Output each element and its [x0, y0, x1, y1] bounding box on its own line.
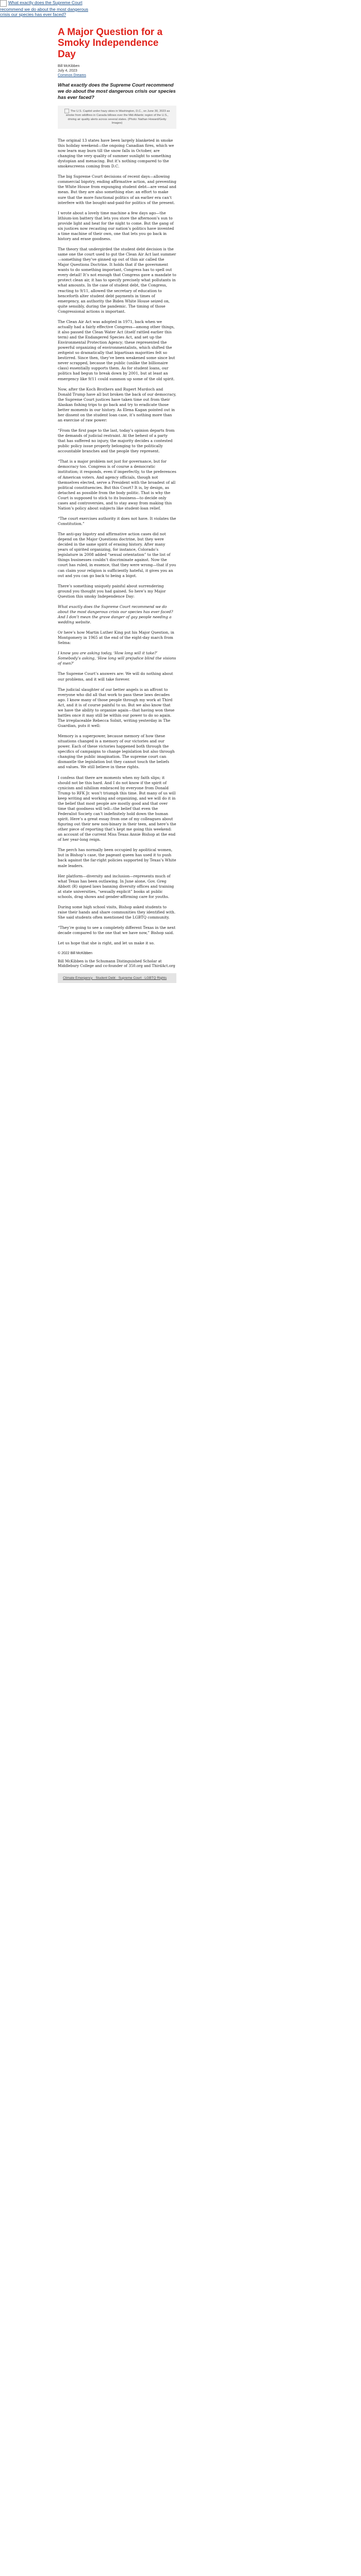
author: Bill McKibben [58, 64, 80, 68]
paragraph: The theory that undergirded the student debt decision is the same one the court used to gut the Clean Air Act last summer—something they’ve ginned up out of thin air called the Major Questions Doctrine. It holds that if the government wants to do something important, Congress has to spell out every detail! It’s not enough that Congress gave a mandate to protect clean air, it has to specify precisely what pollutants in what amounts. In the case of student debt, the Congress, reacting to 9/11, allowed the secretary of education to henceforth alter student debt payments in times of emergency, an authority the Biden White House seized on, quite sensibly, during the pandemic. The timing of those Congressional actions is important. [58, 247, 176, 314]
paragraph: I wrote about a lovely time machine a few days ago—the lithium-ion battery that lets you store the afternoon’s sun to provide light and heat for the night to come. But the gang of six justices now recasting our nation’s politics have invented a time machine of their own, one that lets you go back in history and erase goodness. [58, 210, 174, 241]
paragraph: Her platform—diversity and inclusion—represents much of what Texas has been outlawing. In June alone, Gov. Greg Abbott (R) signed laws banning diversity offices and training at state universities, “sexually explicit” books at public schools, drag shows and gender-affirming care for youths. [58, 873, 174, 899]
header-image-alt[interactable]: What exactly does the Supreme Court recommend we do about the most dangerous crisis our species has ever faced? [0, 0, 89, 17]
paragraph: The big Supreme Court decisions of recent days—allowing commercial bigotry, ending affirmative action, and preventing the White House from expunging student debt—are venal and mean. But they are also something else: an effort to make sure that the more functional politics of an earlier era can’t interfere with the bought-and-paid-for politics of the present. [58, 174, 176, 205]
source-link[interactable]: Common Dreams [58, 73, 86, 77]
figure [58, 106, 176, 129]
date: July 4, 2023 [58, 69, 77, 73]
paragraph: Or here’s how Martin Luther King put his Major Question, in Montgomery in 1965 at the end of the eight-day march from Selma: [58, 630, 174, 646]
paragraph: The Clean Air Act was adopted in 1971, back when we actually had a fairly effective Congress—among other things, it also passed the Clean Water Act (itself rattled earlier this term) and the Endangered Species Act, and set up the Environmental Protection Agency; these represented the powerful organizing of environmentalists, which shifted the zeitgeist so dramatically that bipartisan majorities felt so bestirred. Since then, they’ve been weakened some since but never scrapped, because the public (unlike the billionaire class) essentially supports them. As for student loans, our politics had begun to break down by 2001, but at least an emergency like 9/11 could summon up some of the old spirit. [58, 319, 175, 381]
byline [58, 64, 176, 78]
paragraph: Memory is a superpower, because memory of how these situations changed is a memory of our victories and our power. Each of these victories happened both through the specifics of campaigns to change legislation but also through changing the public imagination. The supreme court can dismantle the legislation but they cannot touch the beliefs and values. We still believe in these rights. [58, 734, 175, 770]
tags [58, 973, 176, 983]
paragraph: “From the first page to the last, today’s opinion departs from the demands of judicial restraint. At the behest of a party that has suffered no injury, the majority decides a contested public policy issue properly belonging to the politically accountable branches and the people they represent. [58, 428, 175, 454]
article-title[interactable]: A Major Question for a Smoky Independence Day [58, 27, 163, 60]
paragraph: There’s something uniquely painful about surrendering ground you thought you had gained. So here’s my Major Question this smoky Independence Day: [58, 583, 166, 599]
broken-image-icon [0, 0, 7, 7]
paragraph: The original 13 states have been largely blanketed in smoke this holiday weekend—the ongoing Canadian fires, which we now learn may burn till the snow falls in October, are changing the very quality of summer sunlight to something dystopian and menacing. But it’s nothing compared to the smokescreens coming from D.C. [58, 138, 174, 169]
paragraph: “They’re going to see a completely different Texas in the next decade compared to the one that we have now,” Bishop said. [58, 925, 176, 936]
image-icon [64, 109, 69, 113]
copyright: © 2022 Bill McKibben [58, 952, 93, 956]
paragraph: The Supreme Court’s answers are: We will do nothing about our problems, and it will take forever. [58, 671, 173, 682]
paragraph: The anti-gay bigotry and affirmative action cases did not depend on the Major Questions doctrine, but they were decided in the same spirit of erasing history. After many years of spirited organizing, for instance, Colorado’s legislature in 2008 added “sexual orientation” to the list of things businesses couldn’t discriminate against. Now the court has ruled, in essence, that they were wrong—that if you can claim your religion is sufficiently hateful, it gives you an out and you can go back to being a bigot. [58, 532, 176, 578]
paragraph: During some high school visits, Bishop asked students to raise their hands and share communities they identified with. She said students often mentioned the LGBTQ community. [58, 904, 176, 920]
paragraph: What exactly does the Supreme Court recommend we do about the most dangerous crisis our species has ever faced? And I don’t mean the grave danger of gay people needing a wedding website. [58, 604, 173, 625]
author-bio: Bill McKibben is the Schumann Distinguished Scholar at Middlebury College and co-founder of 350.org and ThirdAct.org [58, 959, 175, 969]
paragraph: Now, after the Koch Brothers and Rupert Murdoch and Donald Trump have all but broken the back of our democracy, the Supreme Court justices have taken time out from their Alaskan fishing trips to go back and try to eradicate those better moments in our history. As Elena Kagan pointed out in her dissent on the student loan case, it’s nothing more than an exercise of raw power: [58, 386, 176, 422]
paragraph: The perch has normally been occupied by apolitical women, but in Bishop’s case, the pageant queen has used it to push back against the far-right policies supported by Texas’s White male leaders. [58, 848, 176, 868]
paragraph: I confess that there are moments when my faith slips; it should not be this hard. And I do not know if the spirit of cynicism and nihilism embraced by everyone from Donald Trump to RFK Jr. won’t triumph this time. But many of us will keep writing and working and organizing, and we will do it in the belief that most people are mostly good and that over time that goodness will tell—the belief that even the Federalist Society can’t indefinitely hold down the human spirit. Here’s a great essay from one of my colleagues about figuring out their new non-binary in their teen, and here’s the other piece of reporting that’s kept me going this weekend: an account of the current Miss Texas Annie Bishop at the end of her year-long reign. [58, 775, 176, 842]
article-dek: What exactly does the Supreme Court recommend we do about the most dangerous crisis our species has ever faced? [58, 82, 176, 100]
tag-links[interactable]: Climate Emergency · Student Debt · Supreme Court · LGBTQ Rights [63, 976, 167, 980]
paragraph: “That is a major problem not just for governance, but for democracy too. Congress is of course a democratic institution; it responds, even if imperfectly, to the preferences of American voters. And agency officials, though not themselves elected, serve a President with the broadest of all political constituencies. But this Court? It is, by design, as detached as possible from the body politic. That is why the Court is supposed to stick to its business—to decide only cases and controversies, and to stay away from making this Nation’s policy about subjects like student-loan relief. [58, 459, 176, 511]
figure-caption: The U.S. Capitol under hazy skies in Washington, D.C., on June 30, 2023 as smoke from wildfires in Canada billows over the Mid-Atlantic region of the U.S., driving air quality alerts across several states. (Photo: Nathan Howard/Getty Images) [65, 110, 170, 125]
paragraph: I know you are asking today, ‘How long will it take?’ Somebody’s asking, ‘How long will prejudice blind the visions of men?’ [58, 651, 176, 666]
paragraph: “The court exercises authority it does not have. It violates the Constitution.” [58, 516, 176, 527]
paragraph: The judicial slaughter of our better angels is an affront to everyone who did all that work to pass these laws decades ago. I know many of those people through my work at Third Act, and it is of course painful to us. But we also know that we have the ability to organize again—that having won these battles once it may still be within our power to do so again. The irreplaceable Rebecca Solnit, writing yesterday in The Guardian, puts it well: [58, 687, 175, 728]
header-image[interactable] [0, 0, 93, 25]
article [58, 27, 176, 986]
paragraph: Let us hope that she is right, and let us make it so. [58, 941, 155, 946]
